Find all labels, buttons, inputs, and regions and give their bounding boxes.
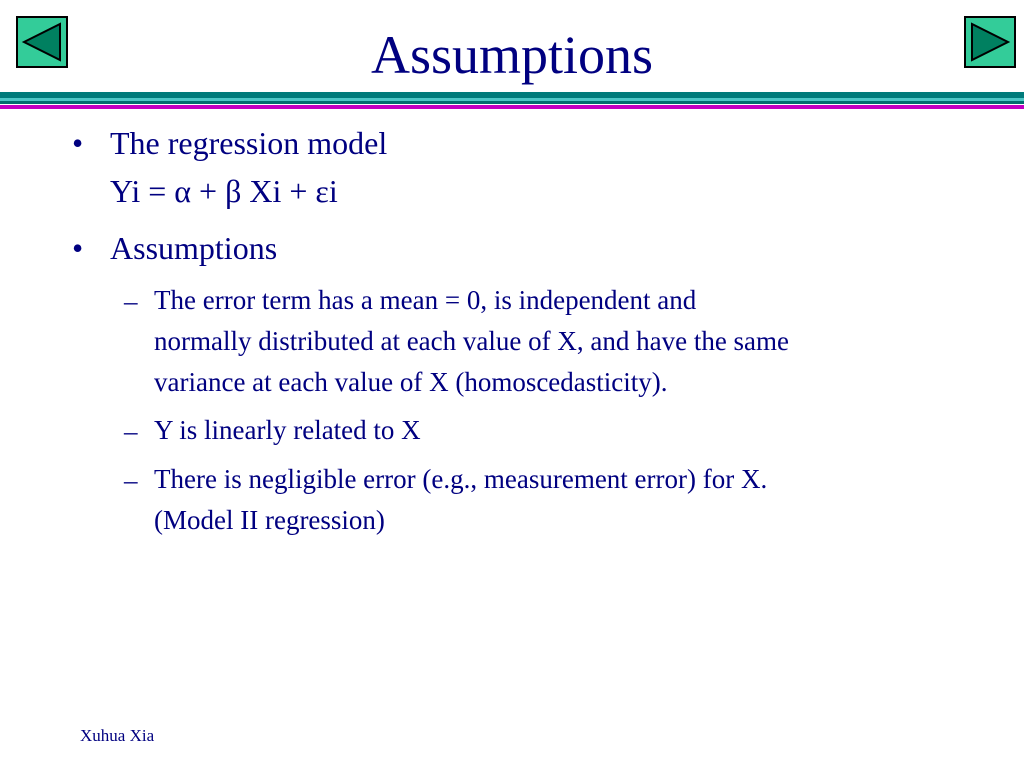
bullet-marker: •	[72, 125, 84, 161]
title-divider-teal-dark	[0, 101, 1024, 104]
sub-bullet-text: Y is linearly related to X	[154, 415, 421, 445]
bullet-marker: •	[72, 230, 84, 266]
sub-bullet-text: There is negligible error (e.g., measurement error) for X.	[154, 464, 768, 494]
sub-bullet-marker: –	[124, 465, 138, 495]
sub-bullet-text: variance at each value of X (homoscedasticity).	[154, 367, 668, 397]
slide-footer-author: Xuhua Xia	[80, 726, 155, 745]
sub-bullet-text: (Model II regression)	[154, 505, 385, 535]
slide-title: Assumptions	[370, 25, 654, 85]
sub-bullet-marker: –	[124, 416, 138, 446]
regression-equation: Yi = α + β Xi + εi	[110, 173, 338, 209]
bullet-text: The regression model	[110, 125, 388, 161]
sub-bullet-text: The error term has a mean = 0, is independent and	[154, 285, 697, 315]
sub-bullet-text: normally distributed at each value of X, and have the same	[154, 326, 790, 356]
title-divider-magenta	[0, 105, 1024, 109]
sub-bullet-marker: –	[124, 286, 138, 316]
bullet-text: Assumptions	[110, 230, 278, 266]
